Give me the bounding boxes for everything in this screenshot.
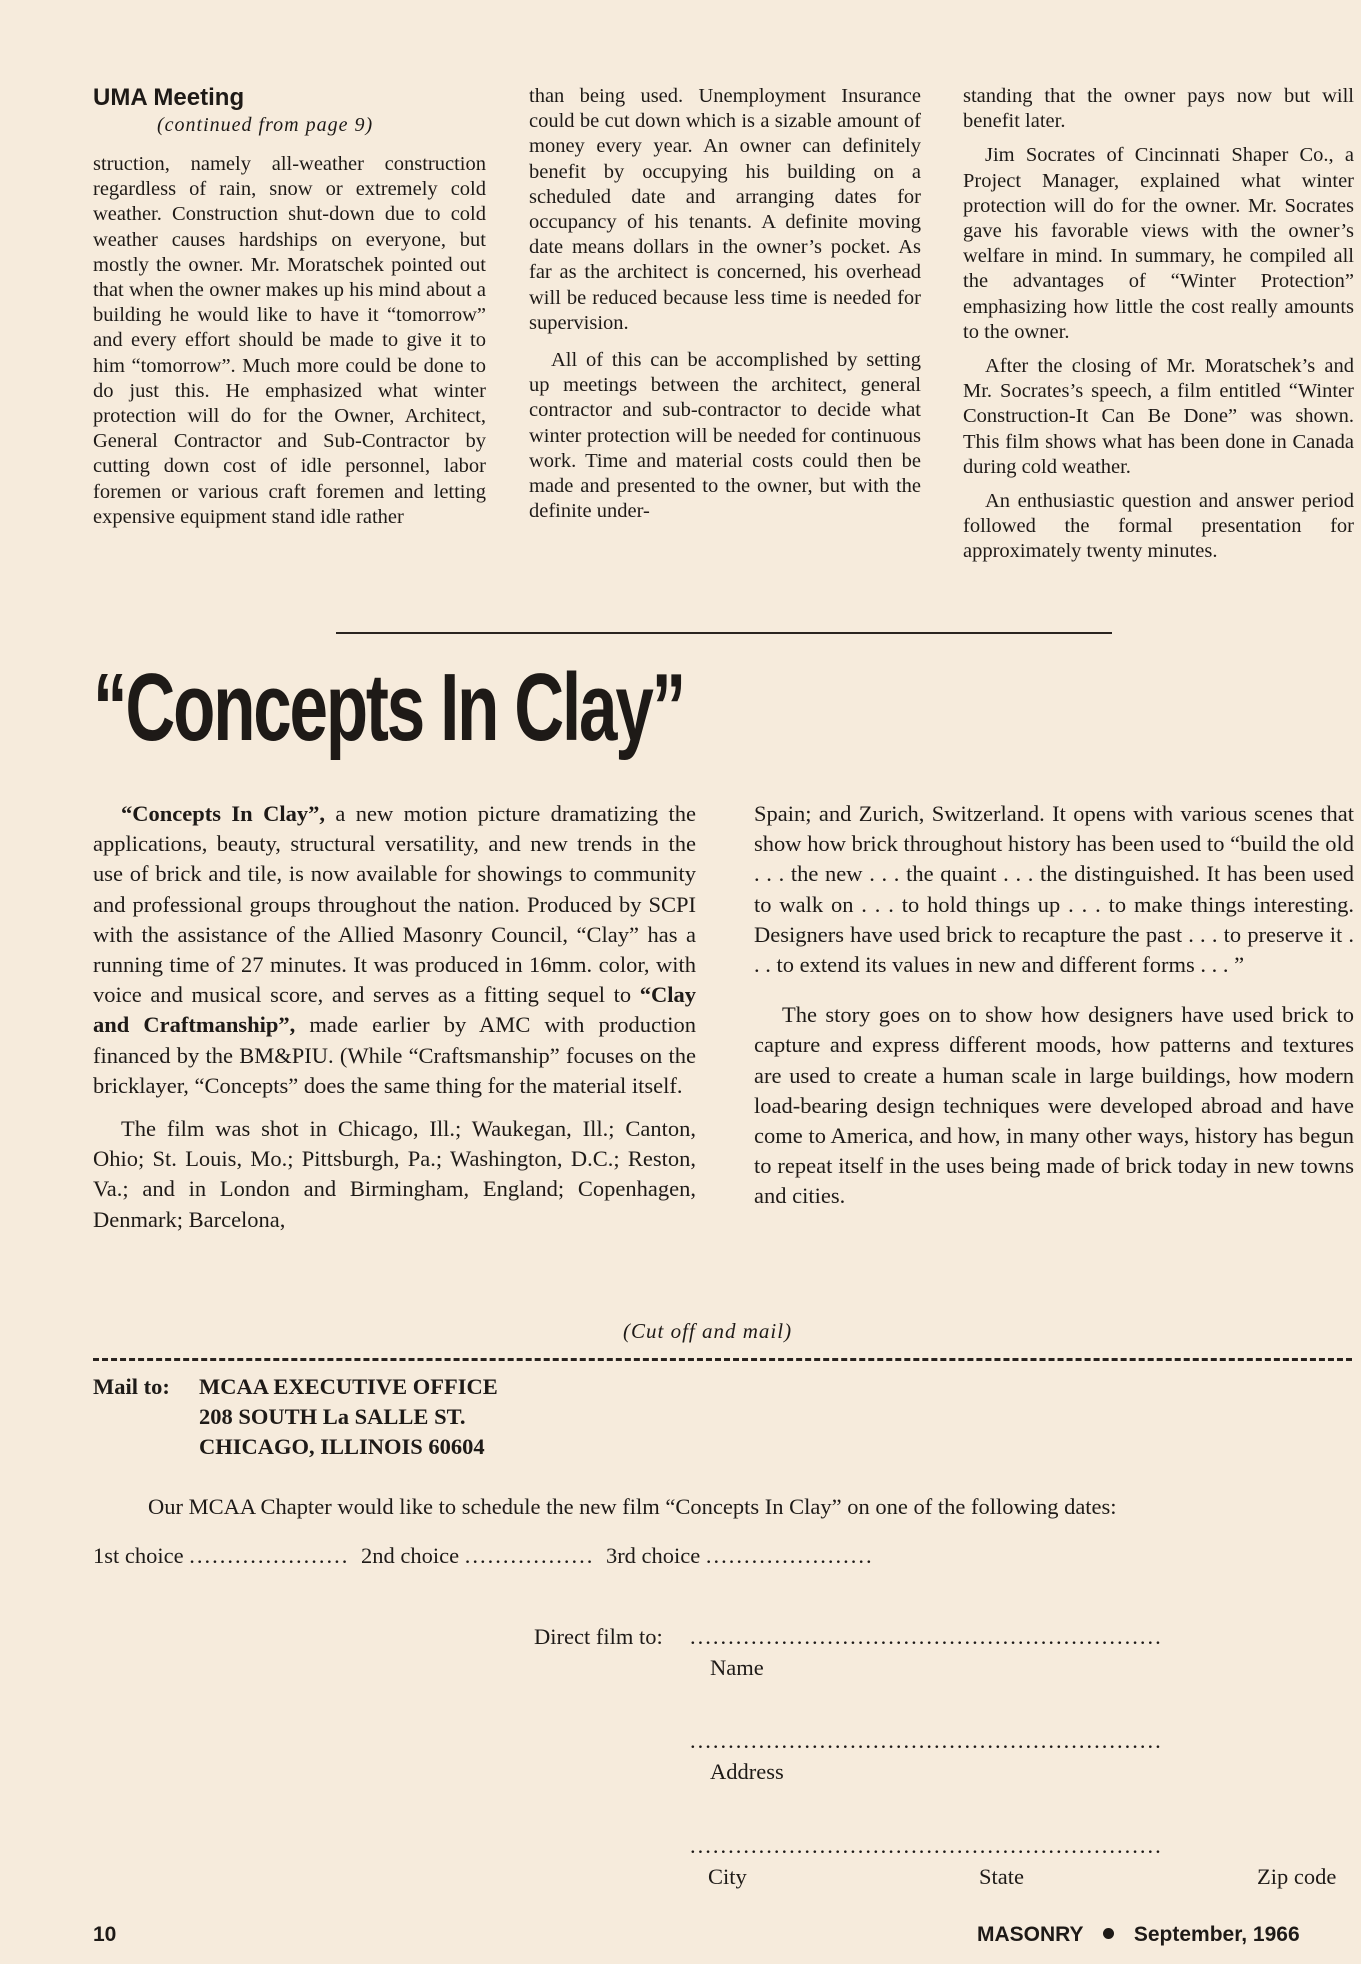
second-choice-label: 2nd choice: [360, 1543, 460, 1568]
paragraph: [93, 799, 696, 1101]
paragraph: The film was shot in Chicago, Ill.; Waukegan, Ill.; Canton, Ohio; St. Louis, Mo.; Pittsburgh, Pa.; Washington, D.C.; Reston, Va.; and in London and Birmingham, England; Copenhagen, Denmark; Barcelona,: [93, 1116, 696, 1232]
address-line: CHICAGO, ILLINOIS 60604: [199, 1434, 485, 1459]
article1-column-2: [529, 84, 921, 533]
city-state-zip-field[interactable]: ..............................................................: [690, 1833, 1163, 1858]
page-number: 10: [93, 1923, 117, 1946]
paragraph: struction, namely all-weather construction regardless of rain, snow or extremely cold weather. Construction shut-down due to cold weather causes hardships on everyone, but mostly the owner. Mr. Moratschek pointed out that when the owner makes up his mind about a building he would like to have it “tomorrow” and every effort should be made to give it to him “tomorrow”. Much more could be done to do just this. He emphasized what winter protection will do for the Owner, Architect, General Contractor and Sub-Contractor by cutting down cost of idle personnel, labor foremen or various craft foremen and letting expensive equipment stand idle rather: [93, 153, 486, 528]
state-label: State: [979, 1864, 1024, 1889]
article-heading: UMA Meeting: [93, 84, 245, 111]
text-run: a new motion picture dramatizing the applications, beauty, structural versatility, and new trends in the use of brick and tile, is now available for showings to community and professional groups throughout the nation. Produced by SCPI with the assistance of the Allied Masonry Council, “Clay” has a running time of 27 minutes. It was produced in 16mm. color, with voice and musical score, and serves as a fitting sequel to: [93, 801, 696, 1008]
address-label: Address: [710, 1759, 784, 1784]
section-divider: [336, 632, 1112, 634]
second-choice-field[interactable]: .................: [464, 1543, 595, 1568]
address-field[interactable]: ..............................................................: [690, 1728, 1163, 1753]
paragraph: Spain; and Zurich, Switzerland. It opens with various scenes that show how brick throughout history has been used to “build the old . . . the new . . . the quaint . . . the distinguished. It has been used to walk on . . . to hold things up . . . to make things interesting. Designers have used brick to recapture the past . . . to preserve it . . . to extend its values in new and different forms . . . ”: [754, 801, 1354, 978]
film-title: “Clay and Craftmanship”,: [93, 982, 696, 1038]
paragraph: standing that the owner pays now but will benefit later.: [963, 85, 1354, 133]
bullet: [1103, 1928, 1114, 1939]
article2-column-2: [754, 799, 1354, 1225]
cut-line: [93, 1358, 1352, 1361]
article1-column-1: [93, 152, 486, 539]
address-line: 208 SOUTH La SALLE ST.: [199, 1404, 466, 1429]
mail-to-label: Mail to:: [93, 1374, 170, 1399]
article-title: “Concepts In Clay”: [93, 654, 684, 761]
date-choices-row: [93, 1543, 874, 1569]
paragraph: After the closing of Mr. Moratschek’s and Mr. Socrates’s speech, a film entitled “Winter Construction-It Can Be Done” was shown. This film shows what has been done in Canada during cold weather.: [963, 355, 1354, 478]
name-label: Name: [710, 1655, 764, 1680]
mail-to-block: [93, 1372, 498, 1462]
magazine-name: MASONRY: [977, 1923, 1084, 1946]
paragraph: All of this can be accomplished by setting up meetings between the architect, general contractor and sub-contractor to decide what winter protection will be needed for continuous work. Time and material costs could then be made and presented to the owner, but with the definite under-: [529, 349, 921, 523]
name-field[interactable]: ..............................................................: [690, 1624, 1163, 1649]
form-intro: Our MCAA Chapter would like to schedule the new film “Concepts In Clay” on one of the following dates:: [148, 1494, 1117, 1519]
first-choice-label: 1st choice: [93, 1543, 184, 1568]
third-choice-label: 3rd choice: [605, 1543, 701, 1568]
running-footer: [977, 1923, 1300, 1947]
first-choice-field[interactable]: .....................: [189, 1543, 350, 1568]
direct-film-label: Direct film to:: [534, 1624, 663, 1649]
cut-off-note: (Cut off and mail): [623, 1319, 793, 1343]
issue-date: September, 1966: [1133, 1923, 1300, 1946]
paragraph: than being used. Unemployment Insurance could be cut down which is a sizable amount of money every year. An owner can definitely benefit by occupying his building on a scheduled date and arranging dates for occupancy of his tenants. A definite moving date means dollars in the owner’s pocket. As far as the architect is concerned, his overhead will be reduced because less time is needed for supervision.: [529, 85, 921, 334]
paragraph: An enthusiastic question and answer period followed the formal presentation for approximately twenty minutes.: [963, 490, 1354, 563]
article2-column-1: [93, 799, 696, 1248]
continued-note: (continued from page 9): [157, 114, 374, 136]
paragraph: The story goes on to show how designers have used brick to capture and express different moods, how patterns and textures are used to create a human scale in large buildings, how modern load-bearing design techniques were developed abroad and have come to America, and how, in many other ways, history has begun to repeat itself in the uses being made of brick today in new towns and cities.: [754, 1002, 1354, 1209]
city-label: City: [708, 1864, 747, 1889]
zip-code-label: Zip code: [1257, 1864, 1337, 1889]
paragraph: Jim Socrates of Cincinnati Shaper Co., a Project Manager, explained what winter protection will do for the owner. Mr. Socrates gave his favorable views with the owner’s welfare in mind. In summary, he compiled all the advantages of “Winter Protection” emphasizing how little the cost really amounts to the owner.: [963, 144, 1354, 343]
text-run: made earlier by AMC with production financed by the BM&PIU. (While “Craftsmanship” focuses on the bricklayer, “Concepts” does the same thing for the material itself.: [93, 1012, 696, 1098]
address-line: MCAA EXECUTIVE OFFICE: [199, 1374, 498, 1399]
film-title: “Concepts In Clay”,: [121, 801, 325, 826]
article1-column-3: [963, 84, 1354, 574]
third-choice-field[interactable]: ......................: [705, 1543, 874, 1568]
